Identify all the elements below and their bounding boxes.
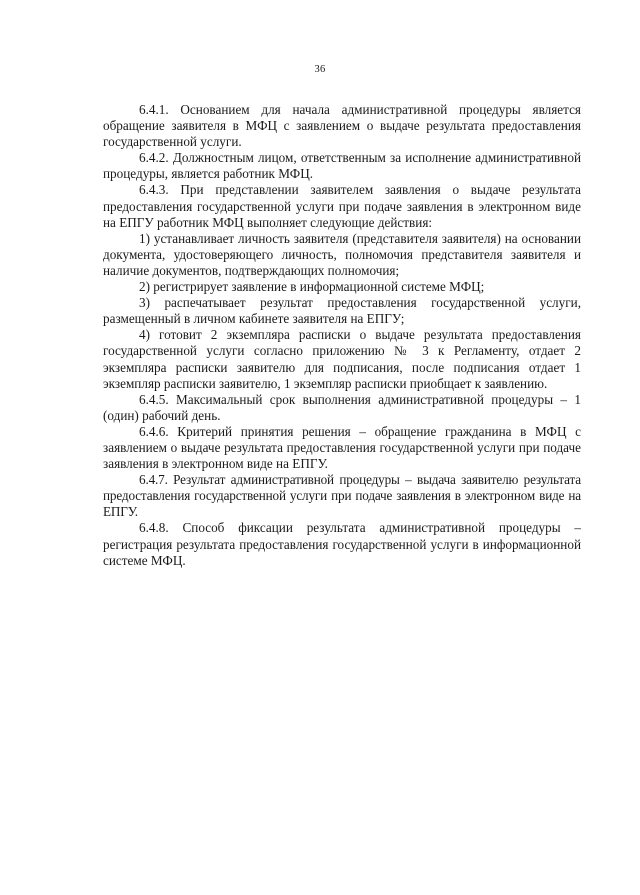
paragraph-6-4-8: 6.4.8. Способ фиксации результата административной процедуры – регистрация результата предоставления государственной услуги в информационной системе МФЦ. [103,520,581,568]
document-body [103,102,581,569]
paragraph-6-4-6: 6.4.6. Критерий принятия решения – обращение гражданина в МФЦ с заявлением о выдаче результата предоставления государственной услуги при подаче заявления в электронном виде на ЕПГУ. [103,423,581,472]
list-item-1: 1) устанавливает личность заявителя (представителя заявителя) на основании документа, удостоверяющего личность, полномочия представителя заявителя и наличие документов, подтверждающих полномочия; [103,230,581,278]
list-item-3: 3) распечатывает результат предоставления государственной услуги, размещенный в личном кабинете заявителя на ЕПГУ; [103,295,581,327]
paragraph-6-4-2: 6.4.2. Должностным лицом, ответственным за исполнение административной процедуры, является работник МФЦ. [103,150,581,182]
list-item-2: 2) регистрирует заявление в информационной системе МФЦ; [139,279,485,295]
paragraph-6-4-1: 6.4.1. Основанием для начала административной процедуры является обращение заявителя в МФЦ с заявлением о выдаче результата предоставления государственной услуги. [103,102,581,150]
paragraph-6-4-3: 6.4.3. При представлении заявителем заявления о выдаче результата предоставления государственной услуги при подаче заявления в электронном виде на ЕПГУ работник МФЦ выполняет следующие действия: [103,182,581,230]
paragraph-6-4-5: 6.4.5. Максимальный срок выполнения административной процедуры – 1 (один) рабочий день. [103,391,581,423]
list-item-4: 4) готовит 2 экземпляра расписки о выдаче результата предоставления государственной услуги согласно приложению № 3 к Регламенту, отдает 2 экземпляра расписки заявителю для подписания, после подписания отдает 1 экземпляр расписки заявителю, 1 экземпляр расписки приобщает к заявлению. [103,327,581,391]
paragraph-6-4-7: 6.4.7. Результат административной процедуры – выдача заявителю результата предоставления государственной услуги при подаче заявления в электронном виде на ЕПГУ. [103,472,581,520]
page-number: 36 [314,64,326,75]
